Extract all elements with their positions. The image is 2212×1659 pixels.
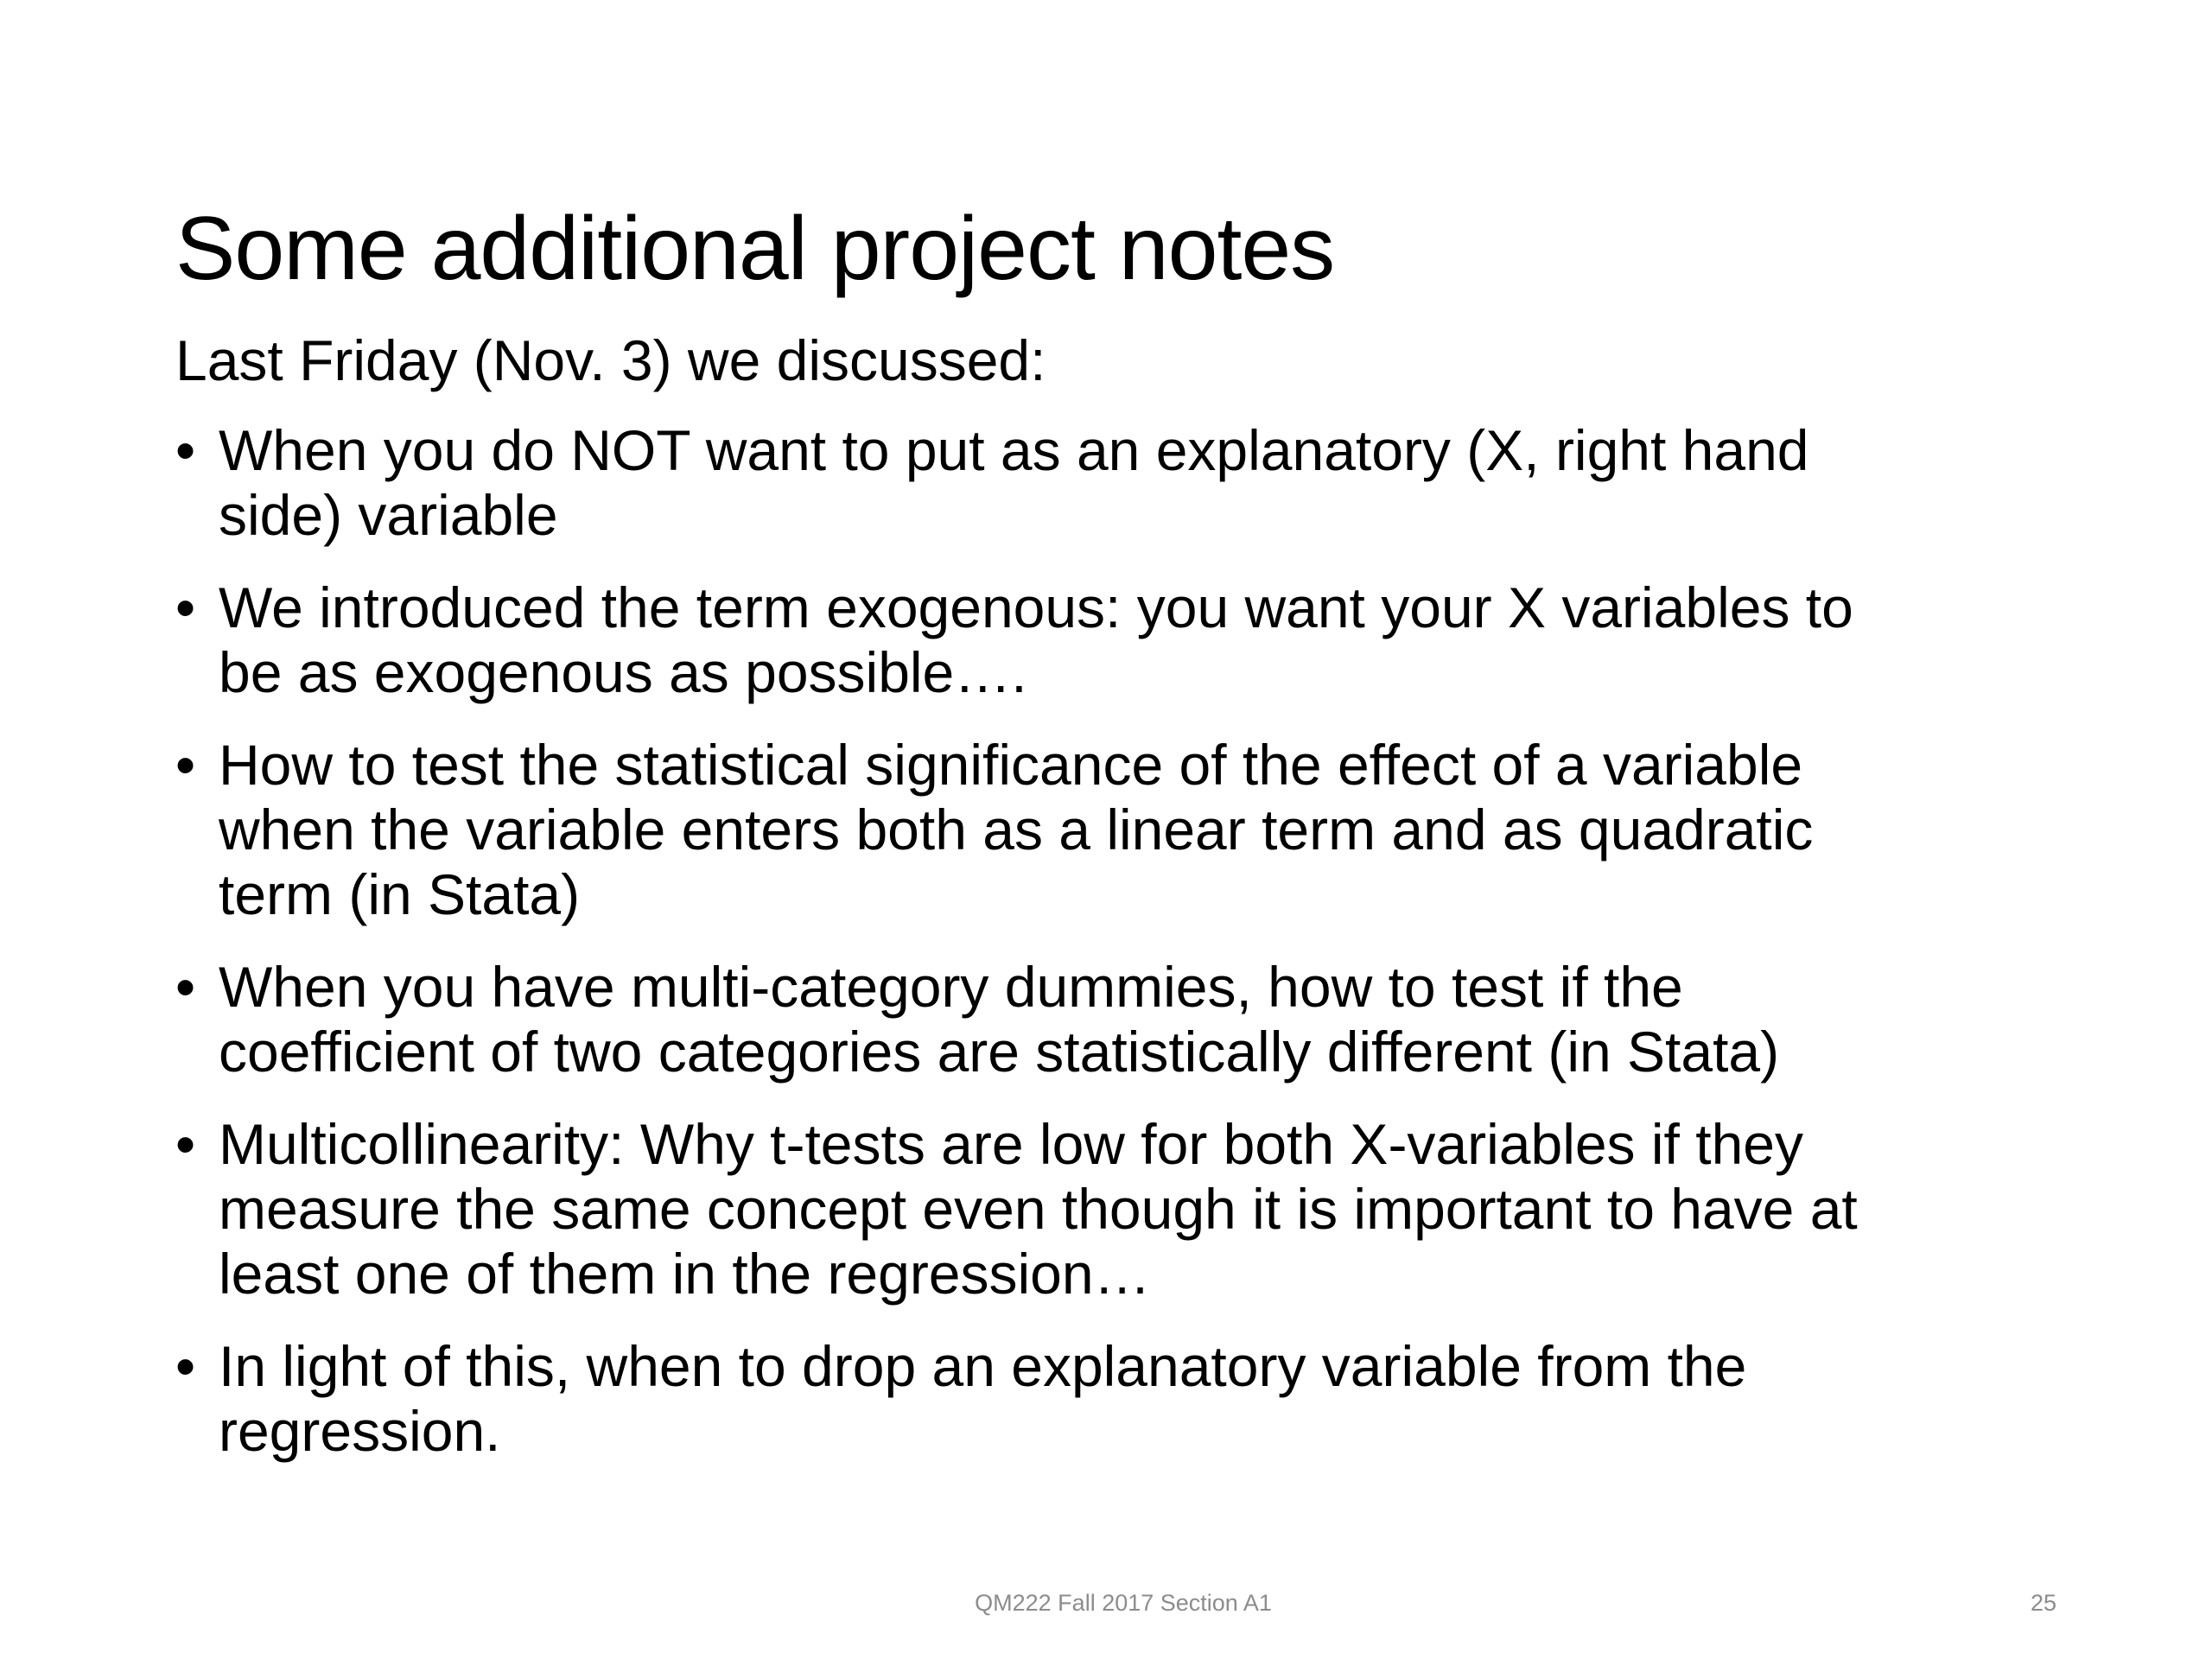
bullet-text-line: When you do NOT want to put as an explanatory (X, right hand xyxy=(219,418,1809,482)
bullet-text-line: We introduced the term exogenous: you want your X variables to xyxy=(219,575,1853,639)
bullet-text xyxy=(219,1334,2076,1464)
bullet-point-icon: • xyxy=(175,575,196,639)
bullet-text-line: least one of them in the regression… xyxy=(219,1242,1151,1306)
bullet-text-line: measure the same concept even though it is important to have at xyxy=(219,1177,1858,1241)
bullet-text xyxy=(219,575,2076,705)
bullet-item xyxy=(175,1334,2076,1464)
bullet-text-line: In light of this, when to drop an explanatory variable from the xyxy=(219,1334,1747,1398)
bullet-text-line: Multicollinearity: Why t-tests are low for both X-variables if they xyxy=(219,1112,1803,1176)
bullet-item xyxy=(175,575,2076,705)
bullet-item xyxy=(175,1112,2076,1306)
bullet-list xyxy=(175,418,2076,1464)
bullet-text xyxy=(219,955,2076,1084)
bullet-text-line: be as exogenous as possible…. xyxy=(219,640,1027,704)
bullet-text xyxy=(219,1112,2076,1306)
bullet-text-line: when the variable enters both as a linear term and as quadratic xyxy=(219,798,1814,861)
bullet-item xyxy=(175,418,2076,548)
bullet-text-line: term (in Stata) xyxy=(219,862,581,926)
bullet-item xyxy=(175,955,2076,1084)
bullet-point-icon: • xyxy=(175,1112,196,1176)
footer-text: QM222 Fall 2017 Section A1 xyxy=(975,1590,1272,1616)
bullet-point-icon: • xyxy=(175,418,196,482)
slide-content xyxy=(175,328,2076,1491)
bullet-point-icon: • xyxy=(175,1334,196,1398)
bullet-point-icon: • xyxy=(175,733,196,797)
bullet-text xyxy=(219,418,2076,548)
slide-title: Some additional project notes xyxy=(175,199,1335,299)
page-number: 25 xyxy=(2030,1590,2056,1616)
bullet-text-line: side) variable xyxy=(219,483,558,547)
bullet-text-line: When you have multi-category dummies, how to test if the xyxy=(219,955,1683,1019)
bullet-text xyxy=(219,733,2076,927)
bullet-point-icon: • xyxy=(175,955,196,1019)
bullet-text-line: How to test the statistical significance of the effect of a variable xyxy=(219,733,1803,797)
intro-text: Last Friday (Nov. 3) we discussed: xyxy=(175,328,1046,392)
bullet-text-line: regression. xyxy=(219,1399,501,1463)
bullet-text-line: coefficient of two categories are statistically different (in Stata) xyxy=(219,1020,1780,1084)
bullet-item xyxy=(175,733,2076,927)
